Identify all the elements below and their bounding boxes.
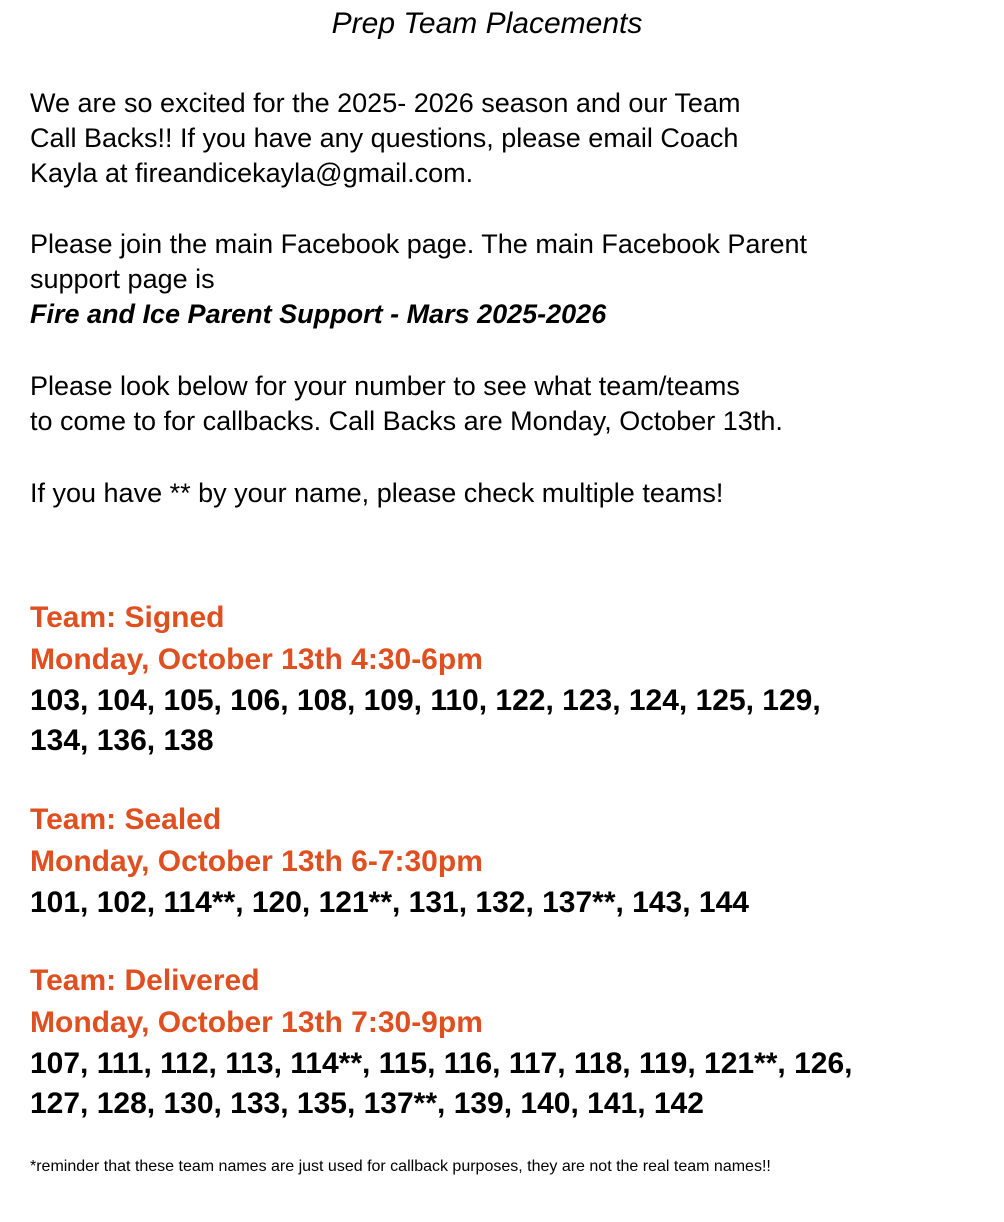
- team-numbers: 107, 111, 112, 113, 114**, 115, 116, 117, 118, 119, 121**, 126,: [30, 1047, 853, 1080]
- multi-team-note: If you have ** by your name, please check multiple teams!: [30, 478, 724, 508]
- page-title: Prep Team Placements: [331, 7, 643, 40]
- footnote: *reminder that these team names are just used for callback purposes, they are not the real team names!!: [30, 1158, 771, 1175]
- team-numbers: 101, 102, 114**, 120, 121**, 131, 132, 137**, 143, 144: [30, 886, 749, 919]
- facebook-line: Please join the main Facebook page. The main Facebook Parent: [30, 229, 807, 259]
- instructions-line: to come to for callbacks. Call Backs are Monday, October 13th.: [30, 406, 783, 436]
- team-numbers: 134, 136, 138: [30, 724, 214, 757]
- instructions-paragraph: [30, 369, 970, 439]
- intro-line: Call Backs!! If you have any questions, please email Coach: [30, 123, 739, 153]
- facebook-line: support page is: [30, 264, 215, 294]
- instructions-line: Please look below for your number to see what team/teams: [30, 371, 740, 401]
- team-name: Team: Signed: [30, 601, 225, 634]
- team-numbers: 127, 128, 130, 133, 135, 137**, 139, 140, 141, 142: [30, 1087, 704, 1120]
- team-section-delivered: [30, 960, 980, 1124]
- team-name: Team: Delivered: [30, 964, 260, 997]
- team-section-sealed: [30, 799, 980, 923]
- team-time: Monday, October 13th 6-7:30pm: [30, 845, 483, 878]
- team-numbers: 103, 104, 105, 106, 108, 109, 110, 122, 123, 124, 125, 129,: [30, 684, 821, 717]
- team-section-signed: [30, 597, 980, 761]
- facebook-paragraph: [30, 227, 970, 332]
- facebook-group-name: Fire and Ice Parent Support - Mars 2025-2026: [30, 299, 607, 329]
- intro-paragraph: [30, 86, 970, 191]
- intro-line: Kayla at fireandicekayla@gmail.com.: [30, 158, 474, 188]
- team-time: Monday, October 13th 7:30-9pm: [30, 1006, 483, 1039]
- team-name: Team: Sealed: [30, 803, 222, 836]
- team-time: Monday, October 13th 4:30-6pm: [30, 643, 483, 676]
- intro-line: We are so excited for the 2025- 2026 season and our Team: [30, 88, 741, 118]
